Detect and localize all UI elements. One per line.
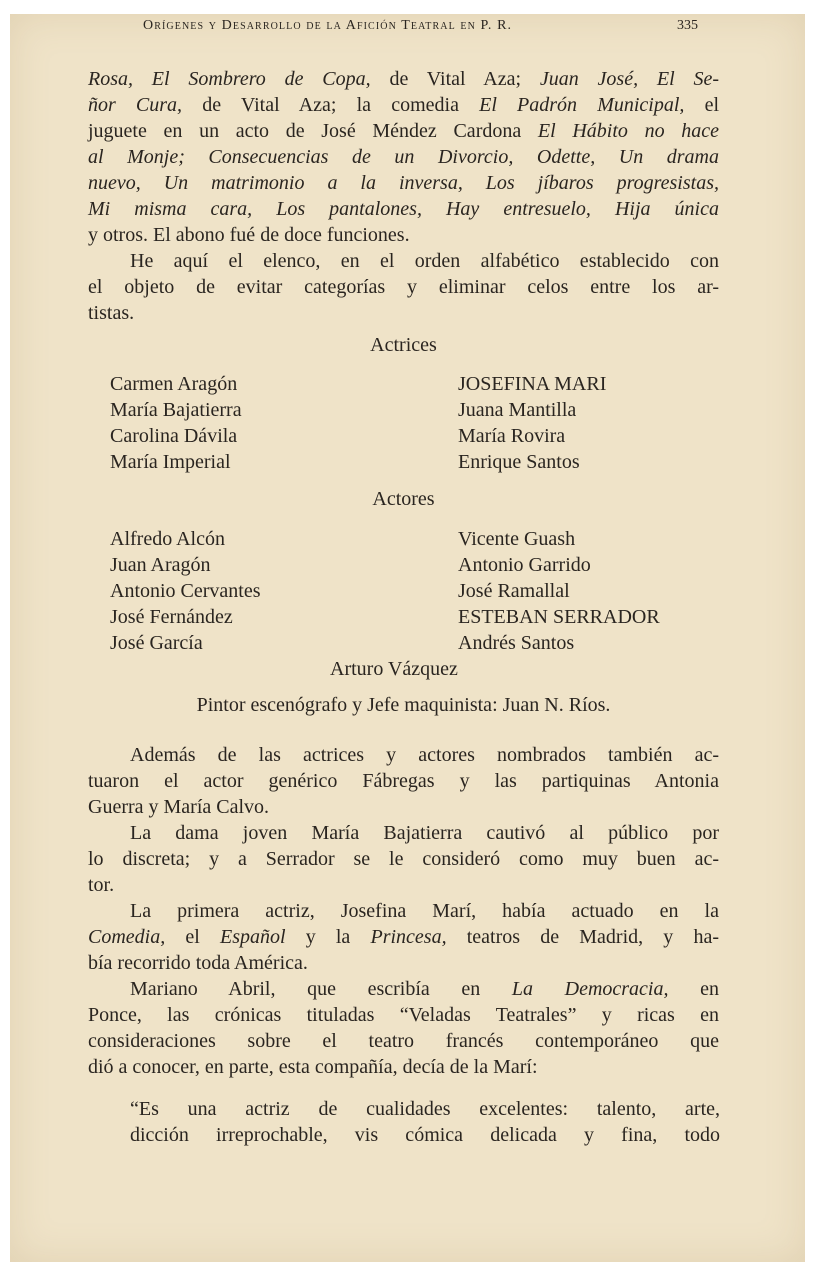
- cast-name: María Imperial: [110, 451, 231, 473]
- text-line: La dama joven María Bajatierra cautivó al público por: [130, 822, 719, 844]
- quote-block: [130, 1096, 720, 1148]
- text-line: bía recorrido toda América.: [88, 952, 308, 974]
- text-line: dió a conocer, en parte, esta compañía, decía de la Marí:: [88, 1056, 538, 1078]
- actrices-left-column: [110, 371, 242, 475]
- theatre-name: Princesa,: [370, 926, 447, 948]
- text-line: He aquí el elenco, en el orden alfabético establecido con: [130, 250, 719, 272]
- theatre-name: Español: [219, 926, 286, 948]
- text-line: Guerra y María Calvo.: [88, 796, 270, 818]
- running-head: [10, 18, 805, 40]
- play-title: Mi misma cara, Los pantalones, Hay entresuelo, Hija única: [88, 198, 719, 220]
- text-line: La primera actriz, Josefina Marí, había actuado en la: [130, 900, 719, 922]
- text-line: [88, 170, 719, 196]
- cast-name: Vicente Guash: [458, 528, 576, 550]
- primera-paragraph: [88, 898, 719, 976]
- text-line: Ponce, las crónicas tituladas “Veladas Teatrales” y ricas en: [88, 1004, 719, 1026]
- cast-name: Alfredo Alcón: [110, 528, 225, 550]
- text-line: Rosa, El Sombrero de Copa, de Vital Aza; Juan José, El Se-: [88, 68, 719, 90]
- cast-name: José Ramallal: [458, 580, 570, 602]
- cast-name-last: Arturo Vázquez: [330, 658, 458, 680]
- actrices-right-column: [458, 371, 606, 475]
- text-line: [88, 196, 719, 222]
- text-line: el objeto de evitar categorías y eliminar celos entre los ar-: [88, 276, 719, 298]
- play-title: al Monje; Consecuencias de un Divorcio, Odette, Un drama: [88, 146, 719, 168]
- play-title: nuevo, Un matrimonio a la inversa, Los jíbaros progresistas,: [88, 172, 719, 194]
- book-page: [10, 14, 805, 1262]
- text-line: y otros. El abono fué de doce funciones.: [88, 224, 410, 246]
- newspaper-name: La Democracia,: [511, 978, 669, 1000]
- text-line: consideraciones sobre el teatro francés contemporáneo que: [88, 1030, 719, 1052]
- page-number: 335: [677, 18, 698, 33]
- cast-name: Antonio Garrido: [458, 554, 591, 576]
- running-head-title: Orígenes y Desarrollo de la Afición Teatral en P. R.: [143, 18, 513, 33]
- play-title: Juan José, El Se-: [539, 68, 719, 90]
- cast-name: Juan Aragón: [110, 554, 211, 576]
- text-line: [88, 144, 719, 170]
- text-line: dicción irreprochable, vis cómica delicada y fina, todo: [130, 1124, 720, 1146]
- actrices-heading: Actrices: [370, 334, 437, 356]
- text-line: lo discreta; y a Serrador se le consideró como muy buen ac-: [88, 848, 719, 870]
- cast-name: Carolina Dávila: [110, 425, 238, 447]
- pintor-line: Pintor escenógrafo y Jefe maquinista: Juan N. Ríos.: [196, 694, 611, 716]
- text-line: tuaron el actor genérico Fábregas y las partiquinas Antonia: [88, 770, 719, 792]
- cast-name: José García: [110, 632, 203, 654]
- cast-name: José Fernández: [110, 606, 233, 628]
- play-title: El Hábito no hace: [537, 120, 719, 142]
- actores-heading: Actores: [372, 488, 435, 510]
- text-line: ñor Cura, de Vital Aza; la comedia El Padrón Municipal, el: [88, 94, 720, 116]
- cast-name: Andrés Santos: [458, 632, 575, 654]
- cast-name: María Rovira: [458, 425, 566, 447]
- cast-name: María Bajatierra: [110, 399, 242, 421]
- mariano-paragraph: [88, 976, 719, 1080]
- text-line: Mariano Abril, que escribía en La Democracia, en: [130, 978, 719, 1000]
- play-title: El Padrón Municipal,: [479, 94, 685, 116]
- cast-name: Juana Mantilla: [458, 399, 577, 421]
- ademas-paragraph: [88, 742, 719, 820]
- text-line: juguete en un acto de José Méndez Cardona El Hábito no hace: [88, 120, 719, 142]
- cast-name: Enrique Santos: [458, 451, 580, 473]
- actores-right-column: [458, 526, 660, 656]
- dama-paragraph: [88, 820, 719, 898]
- elenco-paragraph: [88, 248, 719, 326]
- theatre-name: Comedia,: [88, 926, 166, 948]
- text-line: Además de las actrices y actores nombrados también ac-: [130, 744, 719, 766]
- cast-name: JOSEFINA MARI: [458, 373, 607, 395]
- text-line: “Es una actriz de cualidades excelentes: talento, arte,: [130, 1098, 720, 1120]
- play-title: Rosa, El Sombrero de Copa,: [88, 68, 371, 90]
- text-line: Comedia, el Español y la Princesa, teatros de Madrid, y ha-: [88, 926, 719, 948]
- cast-name: Antonio Cervantes: [110, 580, 261, 602]
- cast-name: Carmen Aragón: [110, 373, 238, 395]
- cast-name: ESTEBAN SERRADOR: [458, 606, 660, 628]
- text-line: tor.: [88, 874, 115, 896]
- text-line: tistas.: [88, 302, 135, 324]
- intro-paragraph: [88, 66, 719, 248]
- actores-left-column: [110, 526, 261, 656]
- play-title: ñor Cura,: [88, 94, 183, 116]
